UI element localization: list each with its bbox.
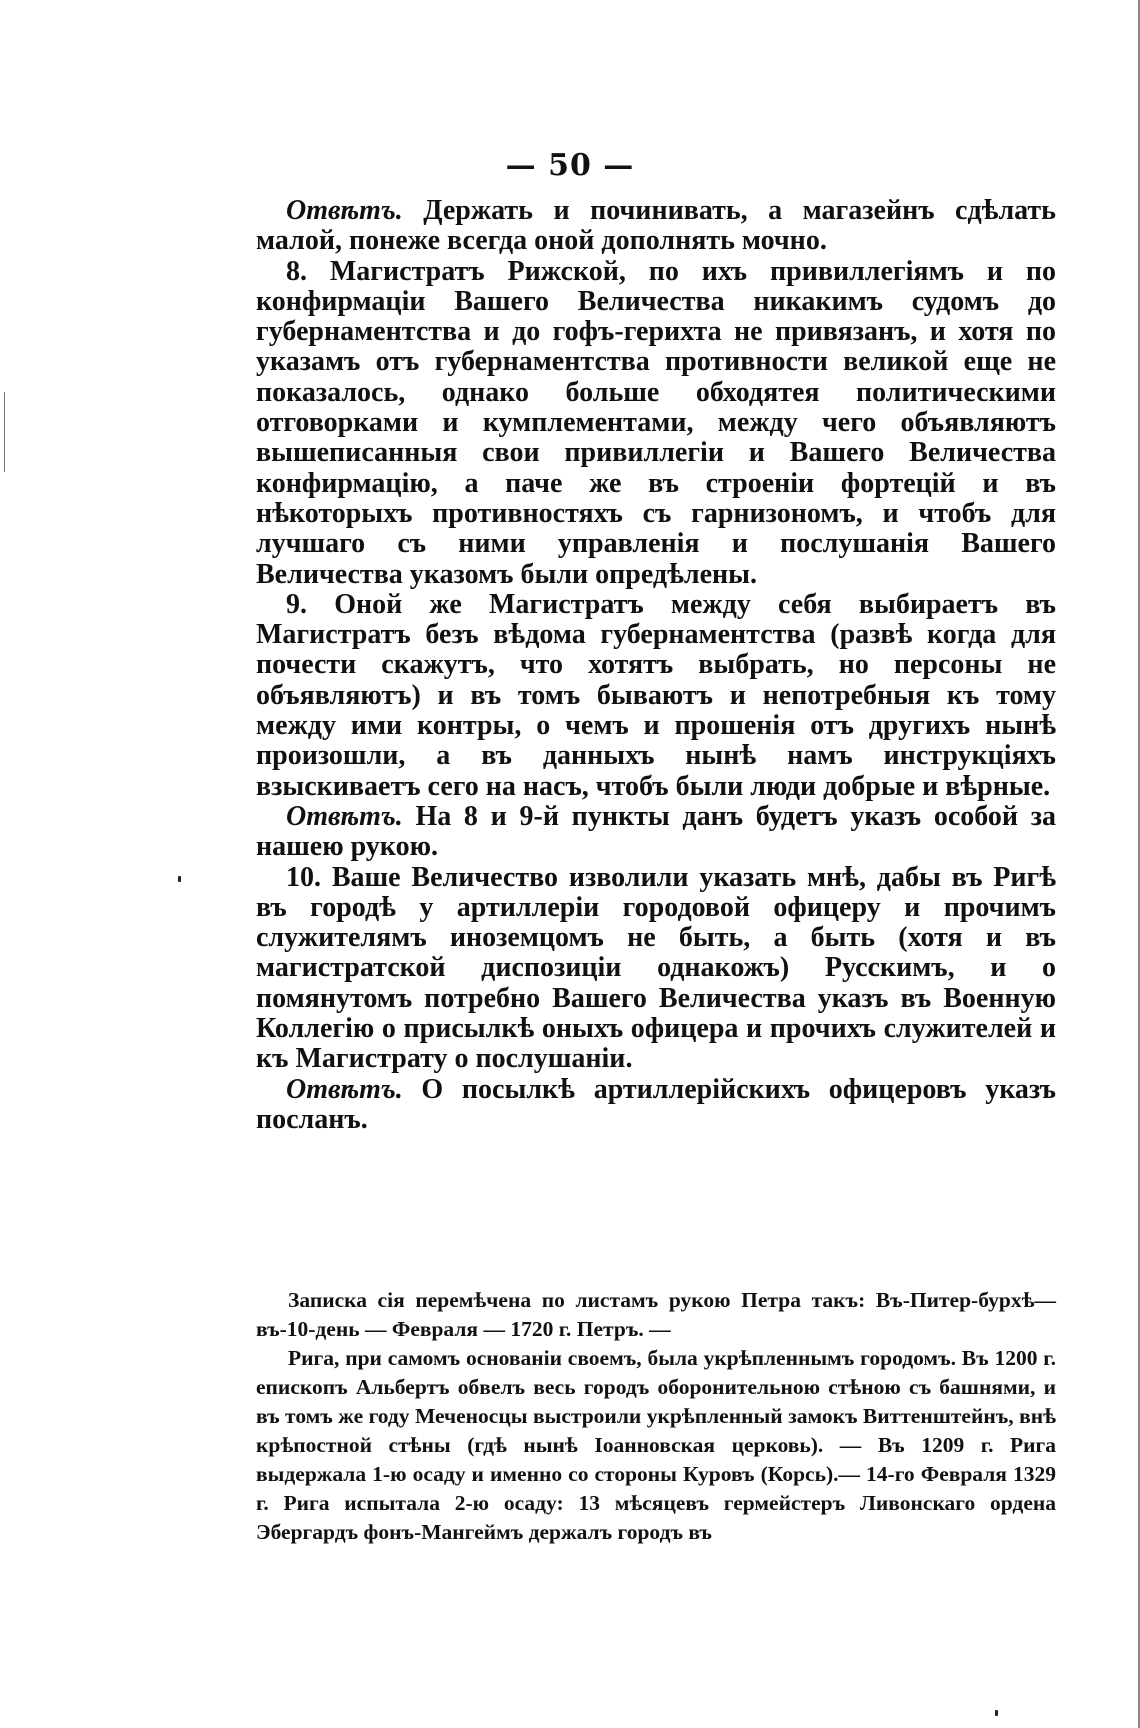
paragraph-answer-7 [256,196,1056,257]
paragraph-answer-8-9 [256,802,1056,863]
footnote-paragraph: Рига, при самомъ основаніи своемъ, была укрѣпленнымъ городомъ. Въ 1200 г. епископъ Альбертъ обвелъ весь городъ оборонительною стѣною съ башнями, и въ томъ же году Меченосцы выстроили укрѣпленный замокъ Виттенштейнъ, внѣ крѣпостной стѣны (гдѣ нынѣ Іоанновская церковь). — Въ 1209 г. Рига выдержала 1-ю осаду и именно со стороны Куровъ (Корсь).— 14-го Февраля 1329 г. Рига испытала 2-ю осаду: 13 мѣсяцевъ гермейстеръ Ливонскаго ордена Эбергардъ фонъ-Мангеймъ держалъ городъ въ [256,1346,1056,1544]
scan-margin-mark [4,392,5,472]
answer-label: Отвѣтъ. [286,800,403,832]
paragraph-text: 8. Магистратъ Рижской, по ихъ привиллегіямъ и по конфирмаціи Вашего Величества никакимъ судомъ до губернаментства и до гофъ-герихта не привязанъ, и хотя по указамъ отъ губернаментства противности великой еще не показалось, однако больше обходятея политическими отговорками и кумплементами, между чего объявляютъ вышеписанныя свои привиллегіи и Вашего Величества конфирмацію, а паче же въ строеніи фортецій и въ нѣкоторыхъ противностяхъ съ гарнизономъ, и чтобъ для лучшаго съ ними управленія и послушанія Вашего Величества указомъ были опредѣлены. [256,255,1056,590]
footnote-paragraph: Записка сія перемѣчена по листамъ рукою Петра такъ: Въ-Питер-бурхѣ— въ-10-день — Февраля — 1720 г. Петръ. — [256,1288,1056,1341]
scan-speck [178,876,181,882]
page-number: — 50 — [505,148,635,183]
main-text [256,196,1056,1135]
paragraph-answer-10 [256,1075,1056,1136]
paragraph-text: На 8 и 9-й пункты данъ будетъ указъ особой за нашею рукою. [256,800,1056,863]
paragraph-item-8 [256,257,1056,590]
paragraph-text: Держать и починивать, а магазейнъ сдѣлать малой, понеже всегда оной дополнять мочно. [256,195,1056,257]
paragraph-item-9 [256,590,1056,802]
paragraph-item-10 [256,863,1056,1075]
footnotes [256,1286,1056,1547]
scan-speck [995,1710,998,1716]
answer-label: Отвѣтъ. [286,1073,403,1105]
paragraph-text: О посылкѣ артиллерійскихъ офицеровъ указъ посланъ. [256,1073,1056,1135]
paragraph-text: 9. Оной же Магистратъ между себя выбираетъ въ Магистратъ безъ вѣдома губернаментства (развѣ когда для почести скажутъ, что хотятъ выбрать, но персоны не объявляютъ) и въ томъ бываютъ и непотребныя къ тому между ими контры, о чемъ и прошенія отъ другихъ нынѣ произошли, а въ данныхъ нынѣ намъ инструкціяхъ взыскиваетъ сего на насъ, чтобъ были люди добрые и вѣрные. [256,588,1056,802]
answer-label: Отвѣтъ. [286,195,403,226]
paragraph-text: 10. Ваше Величество изволили указать мнѣ, дабы въ Ригѣ въ городѣ у артиллеріи городовой офицеру и прочимъ служителямъ иноземцомъ не быть, а быть (хотя и въ магистратской диспозиціи однакожъ) Русскимъ, и о помянутомъ потребно Вашего Величества указъ въ Военную Коллегію о присылкѣ оныхъ офицера и прочихъ служителей и къ Магистрату о послушаніи. [256,861,1056,1075]
